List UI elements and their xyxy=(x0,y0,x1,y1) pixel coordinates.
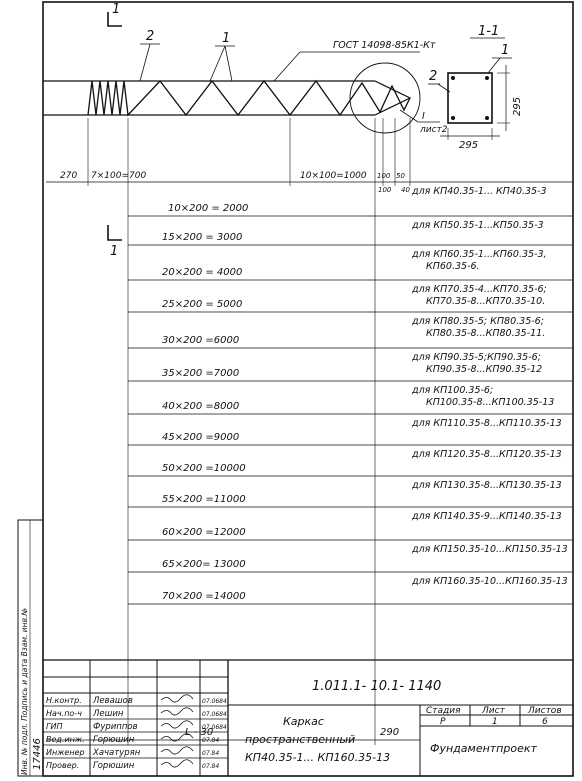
detail-sheet-label: лист2 xyxy=(420,125,448,135)
value-sheets: 6 xyxy=(542,717,548,727)
person-date: 07.84 xyxy=(202,737,220,744)
row-brand-line: для КП140.35-9...КП140.35-13 xyxy=(412,511,562,522)
position-2-label: 2 xyxy=(146,29,155,44)
row-brand-line: для КП80.35-5; КП80.35-6; xyxy=(412,316,544,327)
header-sheet: Лист xyxy=(482,706,505,716)
value-stage: Р xyxy=(440,717,446,727)
row-brand-line: для КП70.35-4...КП70.35-6; xyxy=(412,284,547,295)
person-date: 07.0684 xyxy=(202,698,227,705)
person-date: 07.84 xyxy=(202,750,220,757)
dim-small-right: 10×100=1000 xyxy=(300,171,367,181)
side-stamp-text: Инв. № подл. Подпись и дата Взам. инв.№ xyxy=(20,607,29,775)
dim-40: 40 xyxy=(401,186,410,194)
person-name: Горюшин xyxy=(93,761,135,771)
signature-scribble xyxy=(161,695,193,702)
row-spacing: 70×200 =14000 xyxy=(162,591,246,602)
row-spacing: 55×200 =11000 xyxy=(162,494,246,505)
row-brand-line: для КП110.35-8...КП110.35-13 xyxy=(412,418,562,429)
header-stage: Стадия xyxy=(426,706,461,716)
title-line-2: пространственный xyxy=(245,733,356,746)
row-spacing: 35×200 =7000 xyxy=(162,368,240,379)
value-sheet: 1 xyxy=(492,717,498,727)
dim-100: 100 xyxy=(377,172,391,180)
signature-scribble xyxy=(161,760,193,767)
row-spacing: 50×200 =10000 xyxy=(162,463,246,474)
variant-rows xyxy=(128,186,573,604)
person-role: Вед.инж. xyxy=(46,735,85,744)
person-name: Левашов xyxy=(93,696,133,706)
row-brand-line: для КП150.35-10...КП150.35-13 xyxy=(412,544,568,555)
signature-scribble xyxy=(161,747,193,754)
row-brand-line: КП70.35-8...КП70.35-10. xyxy=(426,296,546,307)
section-position-2: 2 xyxy=(429,69,438,84)
row-brand-line: для КП40.35-1... КП40.35-3 xyxy=(412,186,547,197)
section-height-dim: 295 xyxy=(512,96,523,116)
row-brand-line: для КП90.35-5;КП90.35-6; xyxy=(412,352,541,363)
row-brand-line: для КП60.35-1...КП60.35-3, xyxy=(412,249,547,260)
person-date: 07.0684 xyxy=(202,711,227,718)
inventory-number: 17446 xyxy=(32,738,43,770)
section-cut-bottom xyxy=(108,225,122,240)
row-spacing: 40×200 =8000 xyxy=(162,401,240,412)
person-role: Провер. xyxy=(46,761,80,770)
row-brand-line: для КП120.35-8...КП120.35-13 xyxy=(412,449,562,460)
row-brand-line: для КП160.35-10...КП160.35-13 xyxy=(412,576,568,587)
row-brand-line: КП90.35-8...КП90.35-12 xyxy=(426,364,543,375)
title-line-3: КП40.35-1... КП160.35-13 xyxy=(245,751,391,764)
row-spacing: 25×200 = 5000 xyxy=(162,299,243,310)
extension-lines xyxy=(88,118,410,745)
position-1-label: 1 xyxy=(222,31,231,46)
dim-50: 50 xyxy=(396,172,405,180)
person-name: Горюшин xyxy=(93,735,135,745)
cut-mark-bottom-label: 1 xyxy=(110,244,119,259)
row-spacing: 10×200 = 2000 xyxy=(168,203,249,214)
gost-label: ГОСТ 14098-85К1-Кт xyxy=(333,40,436,51)
row-brand-line: КП60.35-6. xyxy=(426,261,480,272)
row-spacing: 20×200 = 4000 xyxy=(162,267,243,278)
total-length-dim: L - 30 xyxy=(185,727,214,738)
row-spacing: 65×200= 13000 xyxy=(162,559,246,570)
row-spacing: 30×200 =6000 xyxy=(162,335,240,346)
row-brand-line: для КП50.35-1...КП50.35-3 xyxy=(412,220,544,231)
tail-length-dim: 290 xyxy=(380,727,400,738)
row-spacing: 60×200 =12000 xyxy=(162,527,246,538)
row-spacing: 45×200 =9000 xyxy=(162,432,240,443)
person-date: 07.0684 xyxy=(202,724,227,731)
document-code: 1.011.1- 10.1- 1140 xyxy=(312,679,442,694)
organization-name: Фундаментпроект xyxy=(430,742,537,755)
section-1-1 xyxy=(428,24,512,140)
signature-scribble xyxy=(161,708,193,715)
section-width-dim: 295 xyxy=(459,140,479,151)
row-spacing: 15×200 = 3000 xyxy=(162,232,243,243)
person-name: Фуриппов xyxy=(93,722,138,732)
row-brand-line: КП80.35-8...КП80.35-11. xyxy=(426,328,546,339)
row-brand-line: КП100.35-8...КП100.35-13 xyxy=(426,397,555,408)
row-brand-line: для КП130.35-8...КП130.35-13 xyxy=(412,480,562,491)
row-brand-line: для КП100.35-6; xyxy=(412,385,494,396)
person-role: Инженер xyxy=(46,748,85,757)
person-role: ГИП xyxy=(46,722,63,731)
dim-100b: 100 xyxy=(378,186,392,194)
section-position-1: 1 xyxy=(501,43,510,58)
spiral-zigzag xyxy=(88,81,410,115)
dim-end-left: 270 xyxy=(60,171,78,181)
cut-mark-top-label: 1 xyxy=(112,2,121,17)
person-name: Хачатурян xyxy=(93,748,141,758)
title-line-1: Каркас xyxy=(283,715,324,728)
person-role: Нач.по-ч xyxy=(46,709,82,718)
person-role: Н.контр. xyxy=(46,696,82,705)
side-stamp xyxy=(18,520,43,776)
dim-seg-small: 7×100=700 xyxy=(91,171,147,181)
person-date: 07.84 xyxy=(202,763,220,770)
section-square xyxy=(448,73,492,123)
person-name: Лешин xyxy=(93,709,124,719)
header-sheets: Листов xyxy=(528,706,562,716)
section-title: 1-1 xyxy=(478,24,500,39)
detail-mark-label: I xyxy=(422,111,425,122)
